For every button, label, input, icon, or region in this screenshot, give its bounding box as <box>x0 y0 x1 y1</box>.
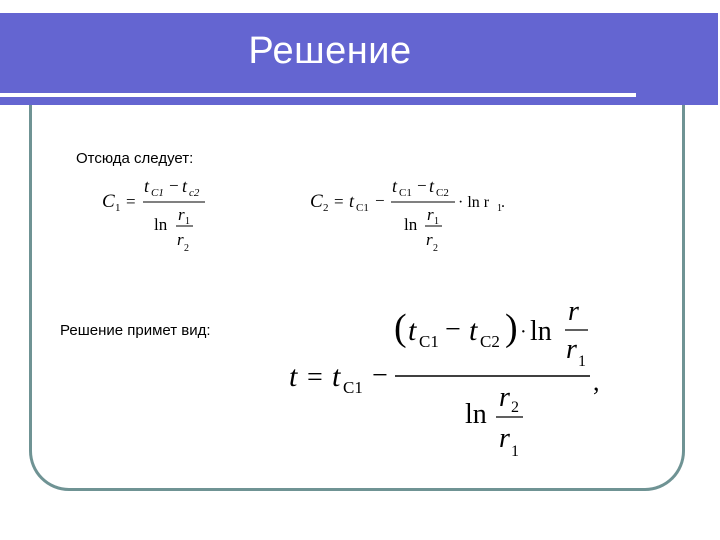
main-num-t2: t <box>469 314 478 347</box>
c2-r-top: r <box>427 205 434 224</box>
c1-minus: − <box>169 176 179 195</box>
main-num-minus: − <box>445 314 461 345</box>
main-num-t2-sub: C2 <box>480 332 500 351</box>
main-den-ln: ln <box>465 399 487 430</box>
c1-ln: ln <box>154 215 168 234</box>
formula-main <box>285 298 620 468</box>
c2-num-t1: t <box>392 176 398 196</box>
c2-equals: = <box>334 192 344 211</box>
c1-num-t1-sub: C1 <box>151 187 164 199</box>
slide-title: Решение <box>248 30 412 72</box>
c2-r-bot-sub: 2 <box>433 243 438 254</box>
main-num-r1-sub: 1 <box>578 353 586 370</box>
c1-r-bot: r <box>177 230 184 249</box>
c2-lhs: C <box>310 191 323 212</box>
c2-ln: ln <box>404 215 418 234</box>
main-minus: − <box>372 360 388 391</box>
main-tc: t <box>332 360 341 393</box>
main-den-r1: r <box>499 423 510 454</box>
main-tc-sub: C1 <box>343 378 363 397</box>
c2-t: t <box>349 191 355 211</box>
c1-num-t1: t <box>144 176 150 196</box>
main-den-r2-sub: 2 <box>511 399 519 416</box>
main-num-r: r <box>568 298 579 327</box>
main-paren-close: ) <box>505 307 518 349</box>
main-den-r1-sub: 1 <box>511 443 519 460</box>
c1-r-top: r <box>178 205 185 224</box>
c2-minus-outer: − <box>375 191 385 210</box>
c2-lhs-sub: 2 <box>323 202 329 214</box>
formula-c2 <box>308 175 508 265</box>
c1-num-t2: t <box>182 176 188 196</box>
c1-r-bot-sub: 2 <box>184 243 189 254</box>
c2-r-bot: r <box>426 230 433 249</box>
c1-equals: = <box>126 192 136 211</box>
c1-lhs-sub: 1 <box>115 202 121 214</box>
main-num-ln: ln <box>530 316 552 347</box>
main-num-t1-sub: C1 <box>419 332 439 351</box>
main-num-r1: r <box>566 334 577 365</box>
main-equals: = <box>307 362 323 393</box>
c1-num-t2-sub: c2 <box>189 187 200 199</box>
c1-lhs: C <box>102 191 115 212</box>
main-comma: , <box>593 367 600 396</box>
main-paren-open: ( <box>394 307 407 349</box>
c2-tail: · ln r <box>458 194 490 211</box>
title-underline <box>0 93 636 97</box>
result-text: Решение примет вид: <box>60 322 211 339</box>
c2-num-t1-sub: C1 <box>399 187 412 199</box>
c2-num-t2-sub: C2 <box>436 187 449 199</box>
main-den-r2: r <box>499 382 510 413</box>
main-num-t1: t <box>408 314 417 347</box>
c1-r-top-sub: 1 <box>185 216 190 227</box>
c2-t-sub: C1 <box>356 202 369 214</box>
c2-r-top-sub: 1 <box>434 216 439 227</box>
c2-tail-sub: 1 <box>497 203 502 214</box>
formula-c1 <box>98 175 228 265</box>
intro-text: Отсюда следует: <box>76 150 194 167</box>
c2-period: . <box>501 194 505 211</box>
c2-minus: − <box>417 176 427 195</box>
main-dot: · <box>520 321 527 343</box>
c2-num-t2: t <box>429 176 435 196</box>
main-t: t <box>289 360 298 393</box>
